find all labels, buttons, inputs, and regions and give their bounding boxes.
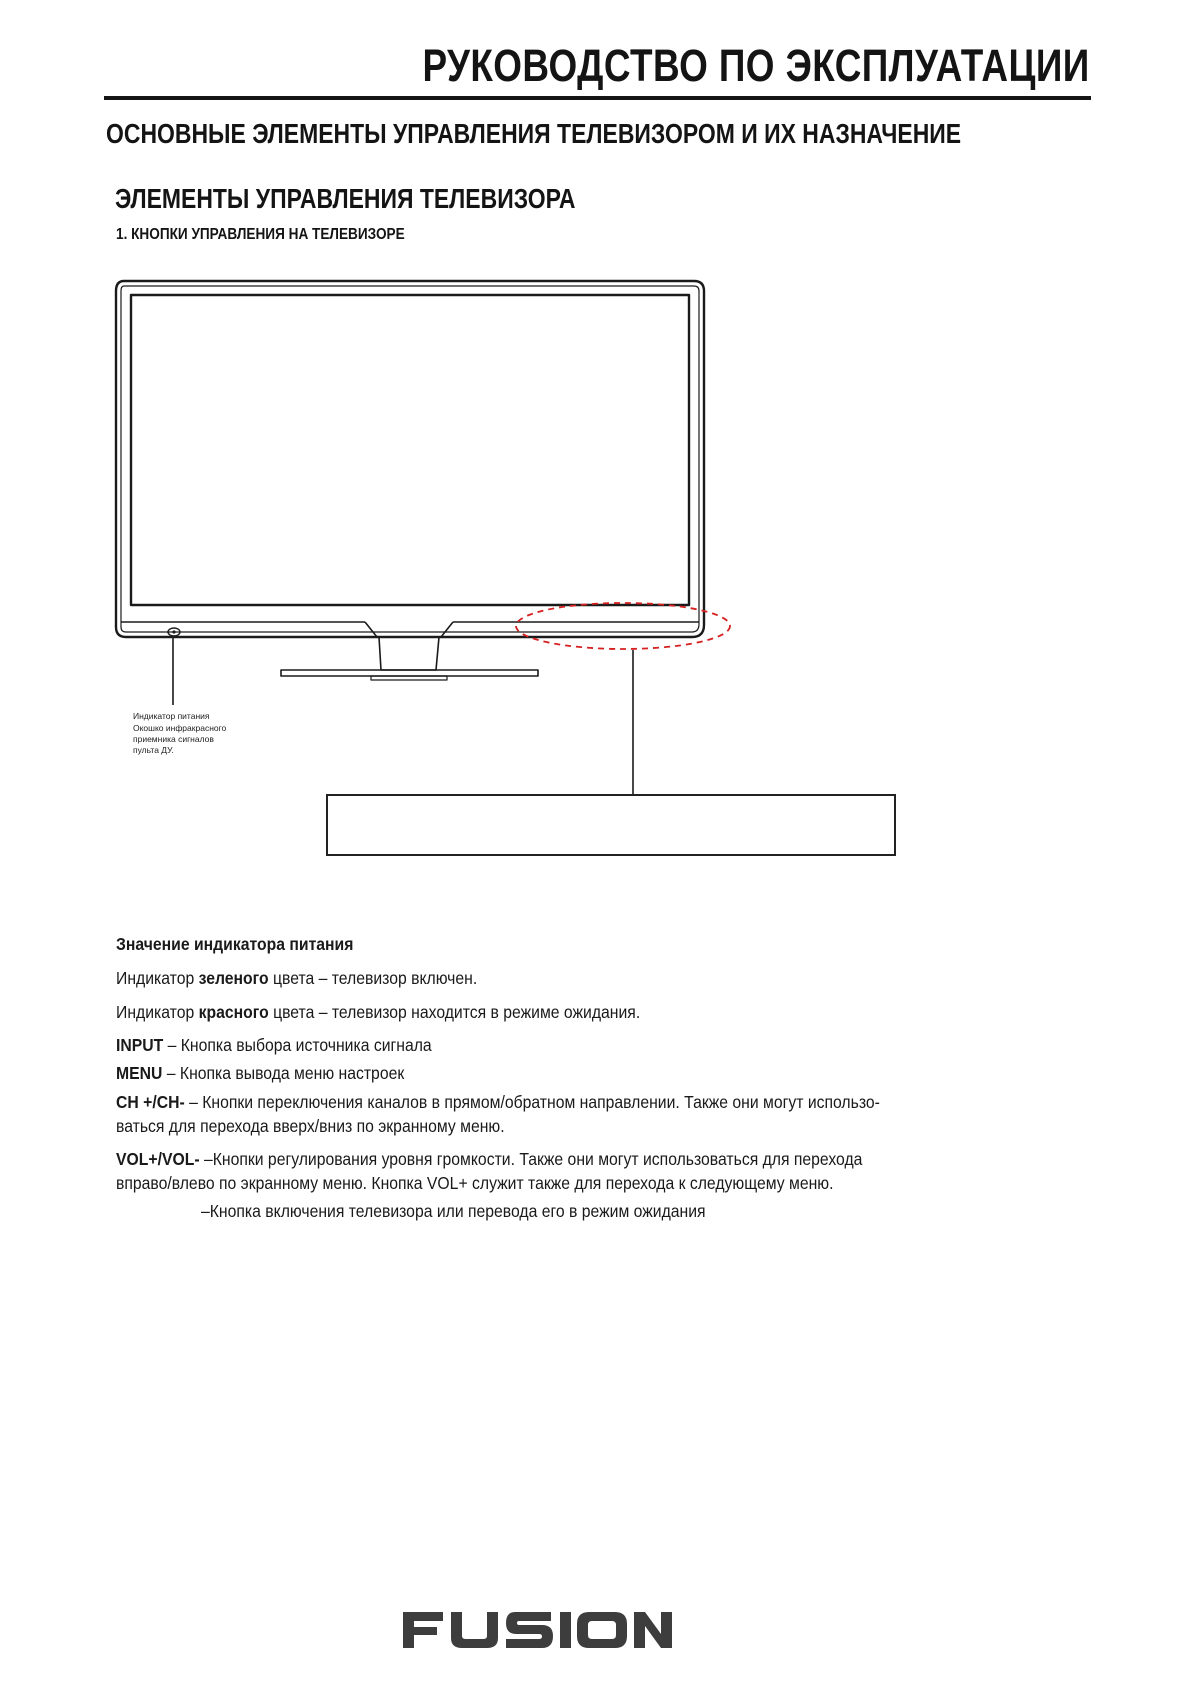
subsubsection-title: 1. КНОПКИ УПРАВЛЕНИЯ НА ТЕЛЕВИЗОРЕ [116, 226, 405, 243]
green-prefix: Индикатор [116, 968, 199, 988]
tv-screen [131, 295, 689, 605]
menu-desc: – Кнопка вывода меню настроек [162, 1063, 405, 1083]
vol-desc-line1: –Кнопки регулирования уровня громкости. Также они могут использоваться для перехода [199, 1149, 863, 1169]
ch-desc-line1: – Кнопки переключения каналов в прямом/обратном направлении. Также они могут использо- [184, 1092, 880, 1112]
red-prefix: Индикатор [116, 1002, 199, 1022]
red-suffix: цвета – телевизор находится в режиме ожидания. [268, 1002, 641, 1022]
ch-button-text [116, 1090, 880, 1115]
input-key: INPUT [116, 1035, 164, 1055]
vol-button-text [116, 1147, 872, 1172]
green-indicator-text [116, 966, 872, 991]
tv-outer-bezel [116, 281, 704, 637]
buttons-callout-box [326, 794, 896, 856]
subsection-title: ЭЛЕМЕНТЫ УПРАВЛЕНИЯ ТЕЛЕВИЗОРА [115, 183, 576, 214]
ir-window-label-line3: пульта ДУ. [133, 745, 174, 755]
power-indicator-heading: Значение индикатора питания [116, 934, 354, 954]
menu-key: MENU [116, 1063, 163, 1083]
fusion-logo [403, 1608, 673, 1652]
ir-window-label: Окошко инфракрасного [133, 723, 227, 733]
vol-key: VOL+/VOL- [116, 1149, 200, 1169]
red-indicator-text [116, 1000, 872, 1025]
red-word: красного [198, 1002, 269, 1022]
manual-title: РУКОВОДСТВО ПО ЭКСПЛУАТАЦИИ [422, 40, 1090, 91]
tv-inner-bezel [121, 286, 699, 632]
vol-button-text-line2: вправо/влево по экранному меню. Кнопка VOL+ служит также для перехода к следующему меню. [116, 1173, 834, 1193]
section-title: ОСНОВНЫЕ ЭЛЕМЕНТЫ УПРАВЛЕНИЯ ТЕЛЕВИЗОРОМ И ИХ НАЗНАЧЕНИЕ [106, 118, 962, 149]
tv-stand-base [281, 670, 538, 676]
input-desc: – Кнопка выбора источника сигнала [163, 1035, 432, 1055]
input-button-text [116, 1033, 872, 1058]
ch-key: CH +/CH- [116, 1092, 185, 1112]
green-word: зеленого [198, 968, 269, 988]
power-button-text: –Кнопка включения телевизора или перевода его в режим ожидания [201, 1201, 706, 1221]
buttons-highlight [516, 603, 730, 649]
green-suffix: цвета – телевизор включен. [268, 968, 478, 988]
tv-stand-neck [379, 637, 439, 670]
indicator-label: Индикатор питания [133, 711, 210, 721]
ir-window-label-line2: приемника сигналов [133, 734, 214, 744]
menu-button-text [116, 1061, 872, 1086]
tv-center-notch [365, 622, 453, 637]
ch-button-text-line2: ваться для перехода вверх/вниз по экранному меню. [116, 1116, 505, 1136]
